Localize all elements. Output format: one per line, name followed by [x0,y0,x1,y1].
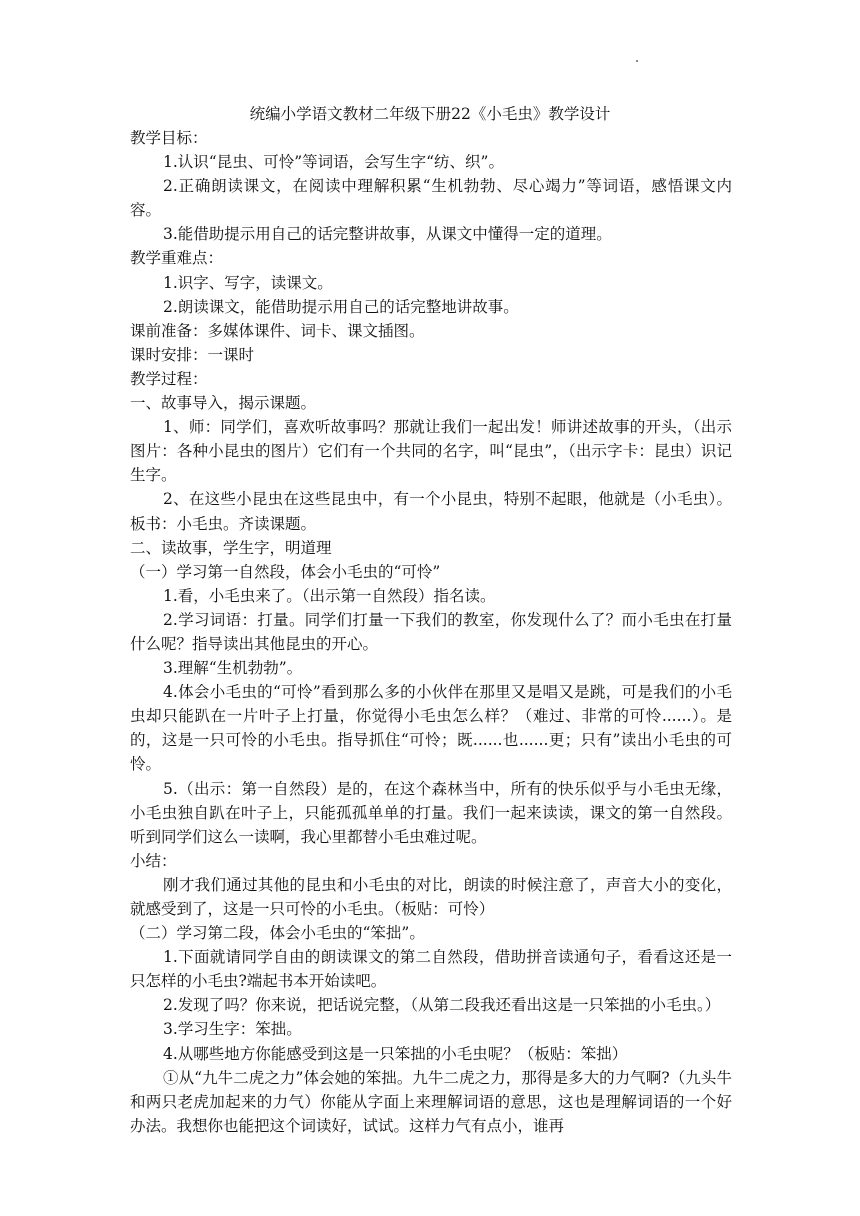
paragraph: 3.学习生字：笨拙。 [163,1020,302,1039]
document-title: 统编小学语文教材二年级下册22《小毛虫》教学设计 [249,105,611,123]
paragraph: 5.（出示：第一自然段）是的，在这个森林当中，所有的快乐似乎与小毛虫无缘，小毛虫独自趴在叶子上，只能孤孤单单的打量。我们一起来读读，课文的第一自然段。听到同学们这么一读啊，我心里都替小毛虫难过呢。 [130,779,732,846]
paragraph: 1.看，小毛虫来了。（出示第一自然段）指名读。 [163,586,496,605]
paragraph: 2.发现了吗？你来说，把话说完整，（从第二段我还看出这是一只笨拙的小毛虫。） [163,996,721,1015]
paragraph: 课前准备：多媒体课件、词卡、课文插图。 [130,321,425,340]
paragraph: 3.理解“生机勃勃”。 [163,659,303,678]
paragraph: 教学目标： [130,129,208,147]
paragraph: 课时安排：一课时 [130,345,255,364]
document-body [130,126,732,1138]
paragraph: 二、读故事，学生字，明道理 [130,538,332,557]
paragraph: 刚才我们通过其他的昆虫和小毛虫的对比，朗读的时候注意了，声音大小的变化，就感受到了，这是一只可怜的小毛虫。（板贴：可怜） [130,875,732,918]
paragraph: 2.朗读课文，能借助提示用自己的话完整地讲故事。 [163,297,519,316]
paragraph: 1.下面就请同学自由的朗读课文的第二自然段，借助拼音读通句子，看看这还是一只怎样的小毛虫?端起书本开始读吧。 [130,948,732,991]
paragraph: 小结： [130,851,177,870]
paragraph: 教学过程： [130,369,208,388]
paragraph: 3.能借助提示用自己的话完整讲故事，从课文中懂得一定的道理。 [163,225,612,244]
paragraph: 4.从哪些地方你能感受到这是一只笨拙的小毛虫呢？（板贴：笨拙） [163,1044,628,1063]
paragraph: 2.学习词语：打量。同学们打量一下我们的教室，你发现什么了？而小毛虫在打量什么呢？指导读出其他昆虫的开心。 [130,610,732,653]
paragraph: 2.正确朗读课文，在阅读中理解积累“生机勃勃、尽心竭力”等词语，感悟课文内容。 [130,177,732,220]
paragraph: 1、师：同学们，喜欢听故事吗？那就让我们一起出发！师讲述故事的开头，（出示图片：各种小昆虫的图片）它们有一个共同的名字，叫“昆虫”，（出示字卡：昆虫）识记生字。 [130,418,732,485]
paragraph: 一、故事导入，揭示课题。 [130,394,317,413]
page-dot [636,60,638,62]
paragraph: 教学重难点： [130,249,224,268]
paragraph: 4.体会小毛虫的“可怜”看到那么多的小伙伴在那里又是唱又是跳，可是我们的小毛虫却只能趴在一片叶子上打量，你觉得小毛虫怎么样？（难过、非常的可怜......）。是的，这是一只可怜的小毛虫。指导抓住“可怜；既......也......更；只有”读出小毛虫的可怜。 [130,683,732,774]
paragraph: （二）学习第二段，体会小毛虫的“笨拙”。 [130,924,425,943]
paragraph: 1.识字、写字，读课文。 [163,273,333,292]
paragraph: 2、在这些小昆虫在这些昆虫中，有一个小昆虫，特别不起眼，他就是（小毛虫）。板书：小毛虫。齐读课题。 [130,490,732,533]
paragraph: ①从“九牛二虎之力”体会她的笨拙。九牛二虎之力，那得是多大的力气啊?（九头牛和两只老虎加起来的力气）你能从字面上来理解词语的意思，这也是理解词语的一个好办法。我想你也能把这个词读好，试试。这样力气有点小，谁再 [130,1068,732,1135]
paragraph: 1.认识“昆虫、可怜”等词语，会写生字“纺、织”。 [163,153,504,172]
paragraph: （一）学习第一自然段，体会小毛虫的“可怜” [130,562,441,581]
